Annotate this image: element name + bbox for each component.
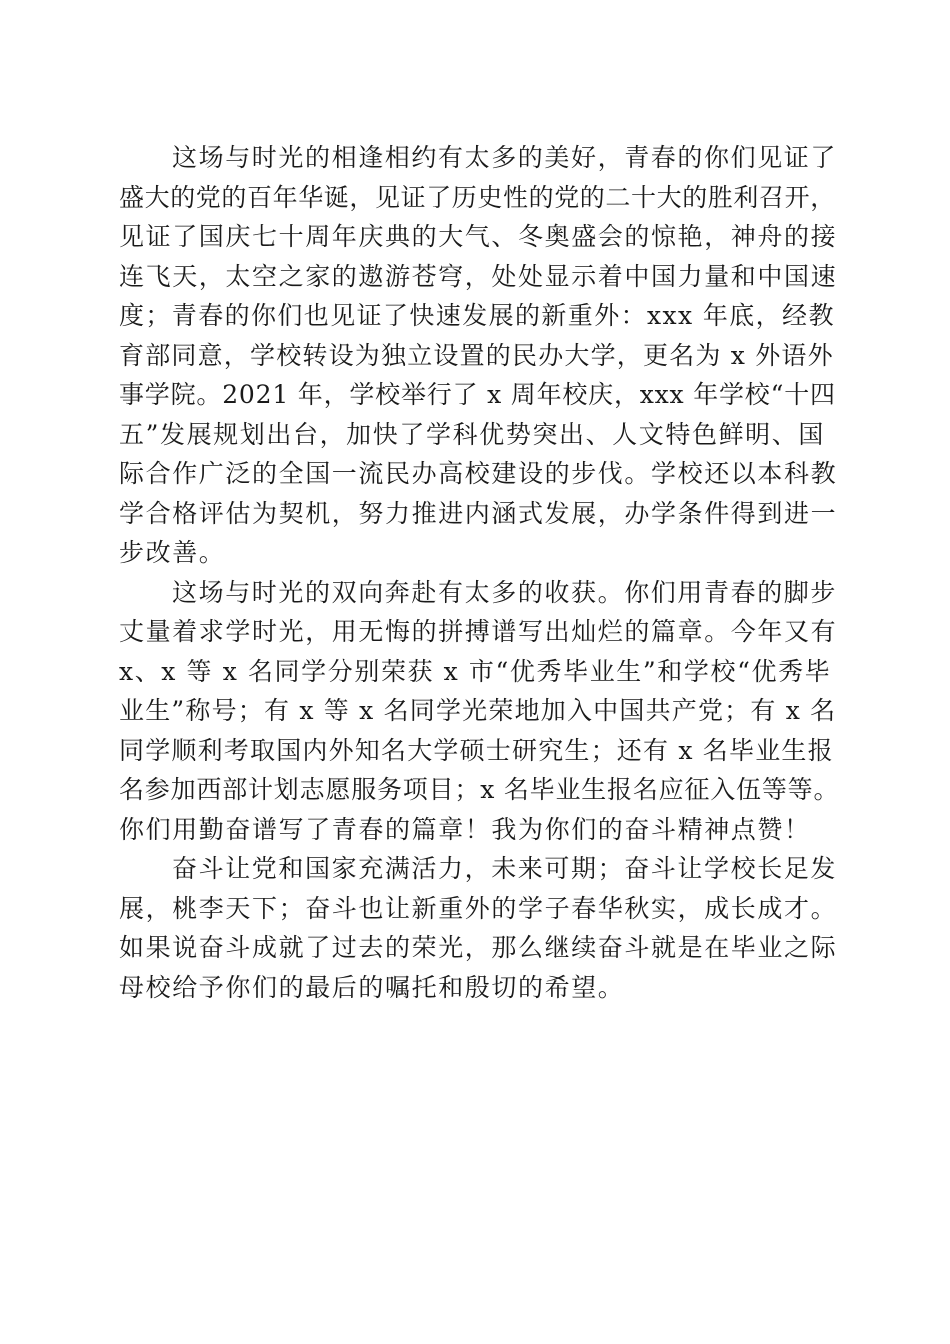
text-line: 步改善。: [119, 538, 226, 567]
text-line: 母校给予你们的最后的嘱托和殷切的希望。: [119, 972, 625, 1002]
text-line: 业生”称号；有 x 等 x 名同学光荣地加入中国共产党；有 x 名: [119, 696, 837, 725]
text-line: 育部同意，学校转设为独立设置的民办大学，更名为 x 外语外: [119, 340, 834, 370]
text-line: 丈量着求学时光，用无悔的拼搏谱写出灿烂的篇章。今年又有: [119, 617, 838, 646]
text-line: 际合作广泛的全国一流民办高校建设的步伐。学校还以本科教: [119, 459, 838, 488]
text-line: 同学顺利考取国内外知名大学硕士研究生；还有 x 名毕业生报: [119, 735, 834, 765]
text-line: 连飞天，太空之家的遨游苍穹，处处显示着中国力量和中国速: [119, 261, 838, 291]
text-line: 学合格评估为契机，努力推进内涵式发展，办学条件得到进一: [119, 498, 838, 528]
text-line: 五”发展规划出台，加快了学科优势突出、人文特色鲜明、国: [119, 419, 825, 449]
paragraph-2: [119, 573, 839, 850]
text-line: 展，桃李天下；奋斗也让新重外的学子春华秋实，成长成才。: [119, 893, 838, 923]
document-body: [119, 138, 839, 1007]
paragraph-1: [119, 138, 839, 573]
text-line: 你们用勤奋谱写了青春的篇章！我为你们的奋斗精神点赞！: [119, 814, 811, 844]
paragraph-3: [119, 849, 839, 1007]
text-line: 如果说奋斗成就了过去的荣光，那么继续奋斗就是在毕业之际: [119, 933, 838, 962]
text-line: 度；青春的你们也见证了快速发展的新重外：xxx 年底，经教: [119, 301, 835, 330]
text-line: 盛大的党的百年华诞，见证了历史性的党的二十大的胜利召开，: [119, 182, 836, 212]
text-line: 见证了国庆七十周年庆典的大气、冬奥盛会的惊艳，神舟的接: [119, 222, 838, 251]
text-line: 名参加西部计划志愿服务项目；x 名毕业生报名应征入伍等等。: [119, 775, 840, 804]
text-line: 这场与时光的相逢相约有太多的美好，青春的你们见证了: [172, 143, 838, 172]
text-line: 奋斗让党和国家充满活力，未来可期；奋斗让学校长足发: [172, 854, 838, 883]
text-line: 这场与时光的双向奔赴有太多的收获。你们用青春的脚步: [172, 577, 838, 607]
text-line: 事学院。2021 年，学校举行了 x 周年校庆，xxx 年学校“十四: [119, 380, 836, 409]
text-line: x、x 等 x 名同学分别荣获 x 市“优秀毕业生”和学校“优秀毕: [119, 656, 832, 686]
